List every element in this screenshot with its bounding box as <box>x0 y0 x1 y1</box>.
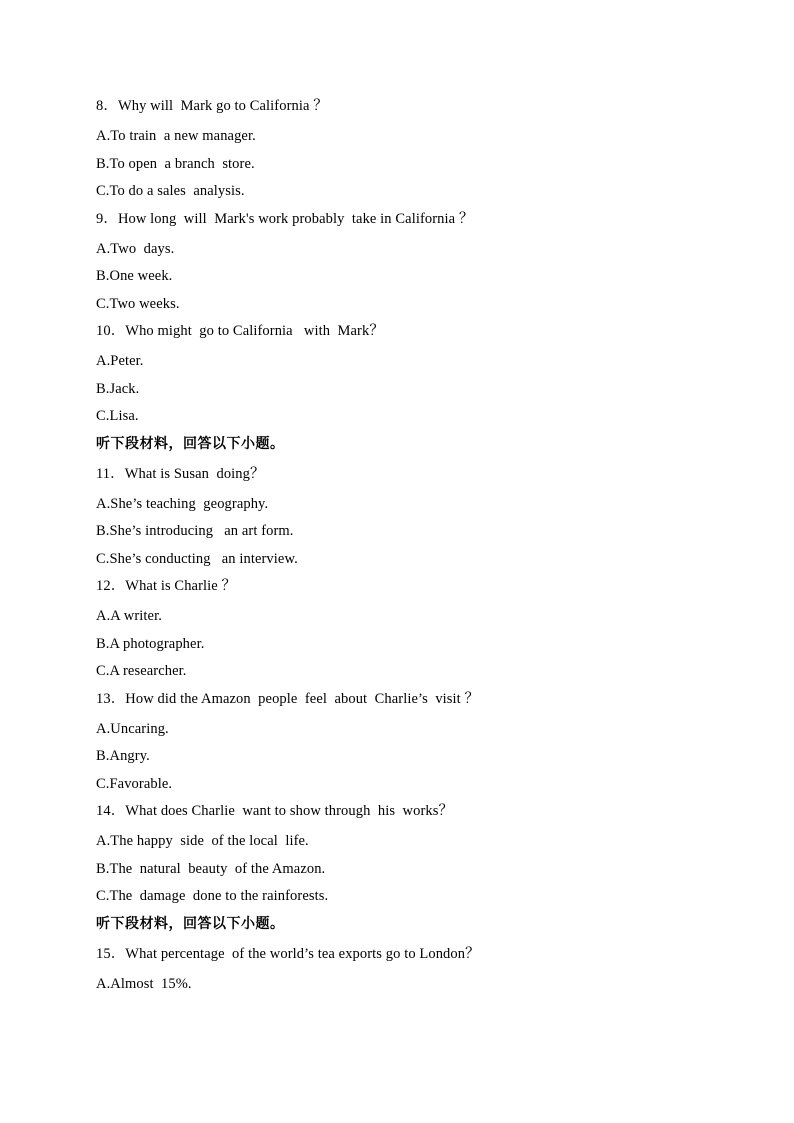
answer-option: C.To do a sales analysis. <box>96 183 245 199</box>
answer-option: A.Peter. <box>96 353 144 369</box>
answer-option: C.A researcher. <box>96 663 187 679</box>
question-prompt: 8．Why will Mark go to California ？ <box>96 98 328 114</box>
answer-option: C.Two weeks. <box>96 295 180 312</box>
answer-option: A.Uncaring. <box>96 720 169 737</box>
answer-option: B.She’s introducing an art form. <box>96 523 294 539</box>
question-prompt: 15．What percentage of the world’s tea exports go to London？ <box>96 945 480 962</box>
answer-option: B.One week. <box>96 268 173 284</box>
question-prompt: 11．What is Susan doing？ <box>96 465 265 482</box>
answer-option: B.A photographer. <box>96 635 205 652</box>
answer-option: B.To open a branch store. <box>96 155 255 172</box>
answer-option: A.To train a new manager. <box>96 128 256 144</box>
answer-option: B.The natural beauty of the Amazon. <box>96 860 326 877</box>
answer-option: C.Lisa. <box>96 408 139 424</box>
section-heading: 听下段材料，回答以下小题。 <box>96 915 285 932</box>
answer-option: B.Jack. <box>96 380 140 397</box>
answer-option: A.She’s teaching geography. <box>96 495 269 512</box>
answer-option: A.A writer. <box>96 608 162 624</box>
question-prompt: 10．Who might go to California with Mark？ <box>96 323 384 339</box>
question-prompt: 13．How did the Amazon people feel about Charlie’s visit ？ <box>96 690 480 707</box>
answer-option: A.Almost 15%. <box>96 975 192 992</box>
answer-option: C.She’s conducting an interview. <box>96 550 298 567</box>
answer-option: A.The happy side of the local life. <box>96 833 309 849</box>
document-body <box>96 96 736 1001</box>
question-prompt: 14．What does Charlie want to show through his works？ <box>96 803 454 819</box>
answer-option: C.The damage done to the rainforests. <box>96 888 329 904</box>
question-prompt: 9．How long will Mark's work probably take in California ？ <box>96 210 474 227</box>
answer-option: A.Two days. <box>96 240 175 257</box>
answer-option: B.Angry. <box>96 748 150 764</box>
answer-option: C.Favorable. <box>96 775 173 792</box>
section-heading: 听下段材料，回答以下小题。 <box>96 435 285 452</box>
question-prompt: 12．What is Charlie ？ <box>96 578 237 594</box>
